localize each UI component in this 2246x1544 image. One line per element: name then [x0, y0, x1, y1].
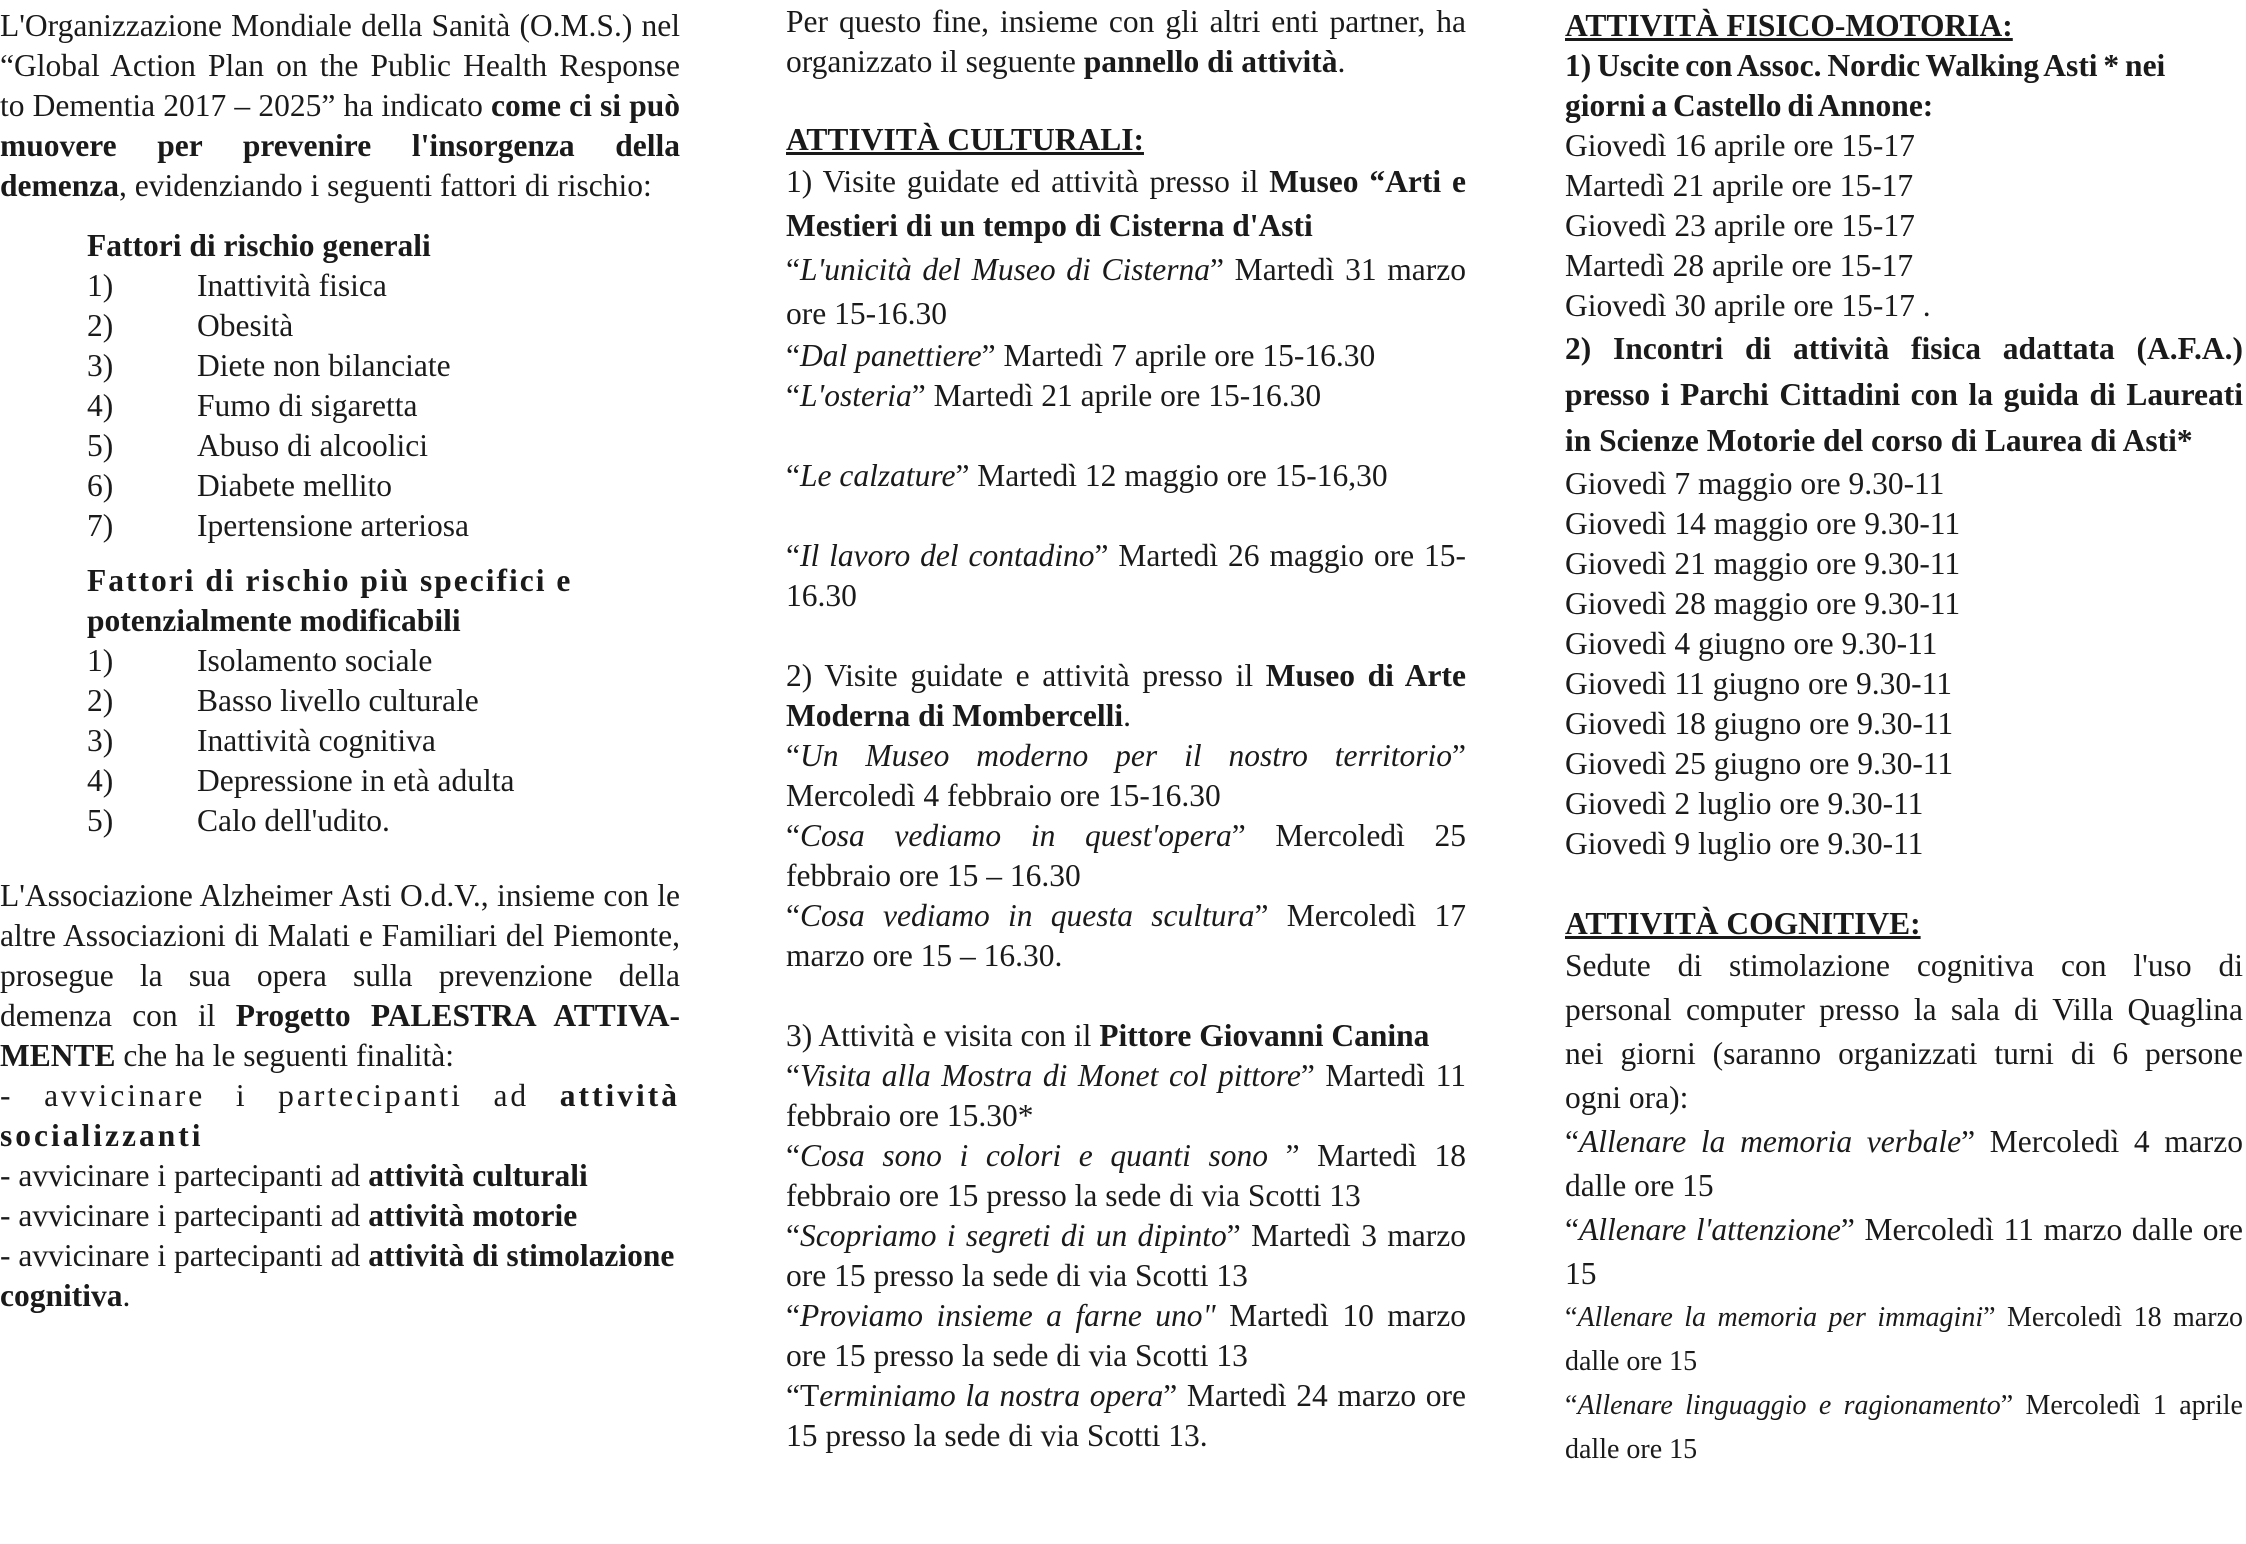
session-title: Allenare la memoria verbale — [1578, 1124, 1962, 1159]
event-item: “Dal panettiere” Martedì 7 aprile ore 15-16.30 — [786, 338, 1376, 373]
afa-date: Giovedì 4 giugno ore 9.30-11 — [1565, 626, 1938, 661]
item-text: Abuso di alcoolici — [197, 428, 428, 463]
event-date: Martedì 11 febbraio ore 15.30* — [786, 1058, 1467, 1133]
event-item: “Terminiamo la nostra opera” Martedì 24 marzo ore 15 presso la sede di via Scotti 13. — [786, 1378, 1467, 1453]
item-text: Inattività fisica — [197, 268, 387, 303]
afa-date: Giovedì 18 giugno ore 9.30-11 — [1565, 706, 1954, 741]
cognitive-session: “Allenare l'attenzione” Mercoledì 11 marzo dalle ore 15 — [1565, 1212, 2243, 1291]
aim-bold: attività di stimolazione cognitiva — [0, 1238, 675, 1313]
event-item: “Il lavoro del contadino” Martedì 26 maggio ore 15-16.30 — [786, 538, 1466, 613]
cultural-activities-heading: ATTIVITÀ CULTURALI: — [786, 122, 1144, 157]
item-text: Diabete mellito — [197, 468, 393, 503]
event-title: Visita alla Mostra di Monet col pittore — [799, 1058, 1301, 1093]
event-date: Martedì 12 maggio ore 15-16,30 — [969, 458, 1388, 493]
item-text: Fumo di sigaretta — [197, 388, 418, 423]
event-date: Martedì 10 marzo ore 15 presso la sede di via Scotti 13 — [786, 1298, 1466, 1373]
association-end: che ha le seguenti finalità: — [115, 1038, 455, 1073]
museum-mombercelli-title — [786, 656, 1466, 736]
item-number: 3) — [87, 723, 114, 758]
oms-intro-text: L'Organizzazione Mondiale della Sanità (O.M.S.) nel “Global Action Plan on the Public Health Response to Dementia 2017 – 2025” ha indicato — [0, 8, 680, 123]
event-title: Proviamo insieme a farne uno" — [799, 1298, 1216, 1333]
physical-activity-heading: ATTIVITÀ FISICO-MOTORIA: — [1565, 8, 2013, 43]
session-date: Mercoledì 1 aprile dalle ore 15 — [1565, 1390, 2243, 1465]
specific-risk-title-2: potenzialmente modificabili — [87, 603, 461, 638]
section-text: 3) Attività e visita con il — [786, 1018, 1100, 1053]
column-middle — [786, 2, 1466, 1456]
item-text: Isolamento sociale — [197, 643, 433, 678]
event-item: “Proviamo insieme a farne uno" Martedì 10 marzo ore 15 presso la sede di via Scotti 13 — [786, 1298, 1466, 1373]
museum-cisterna-title — [786, 160, 1466, 248]
afa-date: Giovedì 14 maggio ore 9.30-11 — [1565, 506, 1961, 541]
event-title: Cosa vediamo in quest'opera — [799, 818, 1232, 853]
item-number: 7) — [87, 508, 114, 543]
event-date: Mercoledì 25 febbraio ore 15 – 16.30 — [786, 818, 1466, 893]
event-date: Martedì 26 maggio ore 15-16.30 — [786, 538, 1466, 613]
cognitive-description: Sedute di stimolazione cognitiva con l'uso di personal computer presso la sala di Villa Quaglina nei giorni (saranno organizzati turni di 6 persone ogni ora): — [1565, 948, 2243, 1115]
event-item: “Le calzature” Martedì 12 maggio ore 15-16,30 — [786, 458, 1388, 493]
list-item — [87, 386, 680, 426]
event-title: erminiamo la nostra opera — [819, 1378, 1164, 1413]
item-text: Inattività cognitiva — [197, 723, 436, 758]
event-item: “L'unicità del Museo di Cisterna” Martedì 31 marzo ore 15-16.30 — [786, 252, 1466, 331]
section-end: . — [1123, 698, 1131, 733]
section-text: 2) Visite guidate e attività presso il — [786, 658, 1266, 693]
event-title: Le calzature — [799, 458, 956, 493]
event-date: Martedì 18 febbraio ore 15 presso la sede di via Scotti 13 — [786, 1138, 1467, 1213]
panel-intro-bold: pannello di attività — [1083, 44, 1338, 79]
event-title: Un Museo moderno per il nostro territorio — [799, 738, 1453, 773]
event-title: L'osteria — [799, 378, 912, 413]
item-number: 5) — [87, 803, 114, 838]
painter-name: Pittore Giovanni Canina — [1099, 1018, 1430, 1053]
item-text: Obesità — [197, 308, 294, 343]
event-item: “Scopriamo i segreti di un dipinto” Martedì 3 marzo ore 15 presso la sede di via Scotti 13 — [786, 1218, 1466, 1293]
event-date: Martedì 31 marzo ore 15-16.30 — [786, 252, 1466, 331]
item-text: Calo dell'udito. — [197, 803, 390, 838]
aim-item — [0, 1076, 680, 1156]
aim-bold: attività motorie — [368, 1198, 578, 1233]
item-number: 3) — [87, 348, 114, 383]
nordic-walking-title: 1) Uscite con Assoc. Nordic Walking Asti * nei giorni a Castello di Annone: — [1565, 48, 2166, 123]
afa-title: 2) Incontri di attività fisica adattata (A.F.A.) presso i Parchi Cittadini con la guida di Laureati in Scienze Motorie del corso di Laurea di Asti* — [1565, 331, 2243, 458]
event-item: “Un Museo moderno per il nostro territorio” Mercoledì 4 febbraio ore 15-16.30 — [786, 738, 1466, 813]
event-title: Il lavoro del contadino — [799, 538, 1095, 573]
walk-date: Martedì 28 aprile ore 15-17 — [1565, 248, 1914, 283]
museum-name: Museo di Arte Moderna di Mombercelli — [786, 658, 1466, 733]
event-item: “Cosa sono i colori e quanti sono ” Martedì 18 febbraio ore 15 presso la sede di via Scotti 13 — [786, 1138, 1467, 1213]
item-number: 1) — [87, 268, 114, 303]
aim-item — [0, 1236, 680, 1316]
general-risk-list — [0, 266, 680, 546]
oms-intro-bold: come ci si può muovere per prevenire l'insorgenza della demenza — [0, 88, 681, 203]
event-date: Martedì 3 marzo ore 15 presso la sede di via Scotti 13 — [786, 1218, 1466, 1293]
panel-intro-text: Per questo fine, insieme con gli altri enti partner, ha organizzato il seguente — [786, 4, 1466, 79]
event-title: Scopriamo i segreti di un dipinto — [799, 1218, 1227, 1253]
event-item: “Cosa vediamo in quest'opera” Mercoledì 25 febbraio ore 15 – 16.30 — [786, 818, 1466, 893]
afa-date: Giovedì 11 giugno ore 9.30-11 — [1565, 666, 1952, 701]
event-title: Cosa sono i colori e quanti sono — [799, 1138, 1286, 1173]
cognitive-session: “Allenare linguaggio e ragionamento” Mercoledì 1 aprile dalle ore 15 — [1565, 1390, 2243, 1465]
list-item — [87, 346, 680, 386]
specific-risk-title-1: Fattori di rischio più specifici e — [87, 563, 573, 598]
item-text: Depressione in età adulta — [197, 763, 515, 798]
painter-section-title — [786, 1016, 1466, 1056]
walk-date: Martedì 21 aprile ore 15-17 — [1565, 168, 1914, 203]
event-date: Martedì 21 aprile ore 15-16.30 — [925, 378, 1322, 413]
panel-intro — [786, 2, 1466, 82]
item-number: 4) — [87, 763, 114, 798]
aim-end: . — [122, 1278, 131, 1313]
event-title: Cosa vediamo in questa scultura — [799, 898, 1255, 933]
event-item: “L'osteria” Martedì 21 aprile ore 15-16.30 — [786, 378, 1322, 413]
cognitive-activities-heading: ATTIVITÀ COGNITIVE: — [1565, 906, 1921, 941]
column-left — [0, 6, 680, 1316]
list-item — [87, 506, 680, 546]
afa-date: Giovedì 25 giugno ore 9.30-11 — [1565, 746, 1954, 781]
project-name: Progetto PALESTRA ATTIVA-MENTE — [0, 998, 681, 1073]
afa-date: Giovedì 7 maggio ore 9.30-11 — [1565, 466, 1945, 501]
walk-date: Giovedì 23 aprile ore 15-17 — [1565, 208, 1915, 243]
general-risk-title: Fattori di rischio generali — [87, 228, 431, 263]
item-text: Ipertensione arteriosa — [197, 508, 469, 543]
association-text: L'Associazione Alzheimer Asti O.d.V., insieme con le altre Associazioni di Malati e Familiari del Piemonte, prosegue la sua opera sulla prevenzione della demenza con il — [0, 878, 680, 1033]
aim-item — [0, 1156, 680, 1196]
afa-date: Giovedì 2 luglio ore 9.30-11 — [1565, 786, 1924, 821]
list-item — [87, 426, 680, 466]
aim-text: - avvicinare i partecipanti ad — [0, 1158, 369, 1193]
aim-text: - avvicinare i partecipanti ad — [0, 1078, 560, 1113]
event-date: Mercoledì 17 marzo ore 15 – 16.30. — [786, 898, 1466, 973]
item-text: Basso livello culturale — [197, 683, 479, 718]
list-item — [87, 466, 680, 506]
event-title: Dal panettiere — [799, 338, 982, 373]
event-item: “Visita alla Mostra di Monet col pittore” Martedì 11 febbraio ore 15.30* — [786, 1058, 1467, 1133]
event-date: Martedì 7 aprile ore 15-16.30 — [995, 338, 1376, 373]
section-text: 1) Visite guidate ed attività presso il — [786, 164, 1270, 199]
aim-text: - avvicinare i partecipanti ad — [0, 1238, 369, 1273]
aim-bold: attività culturali — [368, 1158, 588, 1193]
item-text: Diete non bilanciate — [197, 348, 451, 383]
panel-intro-end: . — [1337, 44, 1346, 79]
item-number: 5) — [87, 428, 114, 463]
list-item — [87, 681, 680, 721]
item-number: 2) — [87, 308, 114, 343]
cognitive-session: “Allenare la memoria verbale” Mercoledì 4 marzo dalle ore 15 — [1565, 1124, 2243, 1203]
list-item — [87, 801, 680, 841]
specific-risk-list — [0, 641, 680, 841]
aim-item — [0, 1196, 680, 1236]
cognitive-session: “Allenare la memoria per immagini” Mercoledì 18 marzo dalle ore 15 — [1565, 1302, 2243, 1377]
museum-name: Museo “Arti e Mestieri di un tempo di Cisterna d'Asti — [786, 164, 1466, 243]
walk-date: Giovedì 16 aprile ore 15-17 — [1565, 128, 1915, 163]
column-right — [1565, 6, 2243, 1472]
session-date: Mercoledì 11 marzo dalle ore 15 — [1565, 1212, 2243, 1291]
oms-intro-end: , evidenziando i seguenti fattori di rischio: — [118, 168, 652, 203]
event-date: Martedì 24 marzo ore 15 presso la sede di via Scotti 13. — [786, 1378, 1467, 1453]
walk-date: Giovedì 30 aprile ore 15-17 . — [1565, 288, 1931, 323]
list-item — [87, 641, 680, 681]
oms-intro-paragraph — [0, 6, 680, 206]
session-title: Allenare l'attenzione — [1578, 1212, 1841, 1247]
aim-bold: attività socializzanti — [0, 1078, 680, 1153]
event-item: “Cosa vediamo in questa scultura” Mercoledì 17 marzo ore 15 – 16.30. — [786, 898, 1466, 973]
event-title: L'unicità del Museo di Cisterna — [799, 252, 1210, 287]
item-number: 2) — [87, 683, 114, 718]
aim-text: - avvicinare i partecipanti ad — [0, 1198, 369, 1233]
afa-date: Giovedì 28 maggio ore 9.30-11 — [1565, 586, 1961, 621]
item-number: 6) — [87, 468, 114, 503]
item-number: 1) — [87, 643, 114, 678]
session-title: Allenare la memoria per immagini — [1577, 1302, 1984, 1333]
session-date: Mercoledì 4 marzo dalle ore 15 — [1565, 1124, 2243, 1203]
afa-date: Giovedì 21 maggio ore 9.30-11 — [1565, 546, 1961, 581]
list-item — [87, 761, 680, 801]
list-item — [87, 266, 680, 306]
association-paragraph — [0, 876, 680, 1076]
item-number: 4) — [87, 388, 114, 423]
session-title: Allenare linguaggio e ragionamento — [1577, 1390, 2001, 1421]
list-item — [87, 721, 680, 761]
afa-date: Giovedì 9 luglio ore 9.30-11 — [1565, 826, 1924, 861]
list-item — [87, 306, 680, 346]
session-date: Mercoledì 18 marzo dalle ore 15 — [1565, 1302, 2243, 1377]
event-date: Mercoledì 4 febbraio ore 15-16.30 — [786, 778, 1221, 813]
